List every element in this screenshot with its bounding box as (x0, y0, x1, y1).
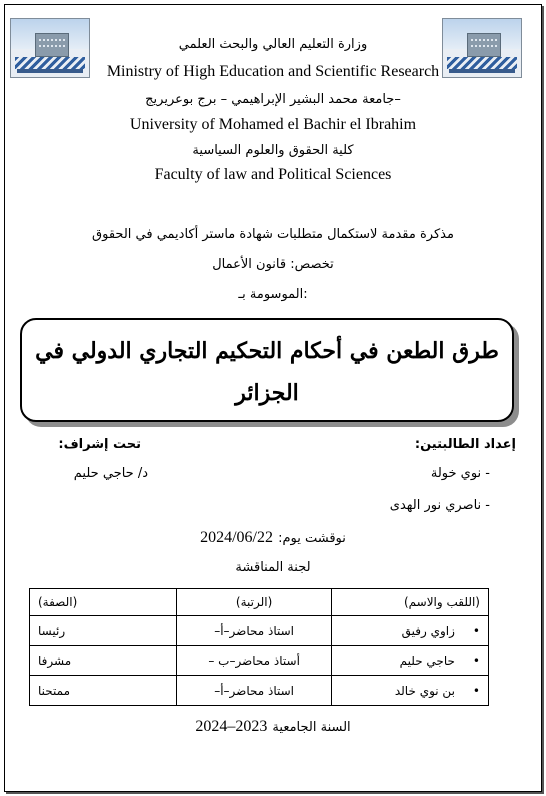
table-row (30, 646, 489, 676)
academic-year: 2023–2024 (195, 718, 268, 735)
students-label: إعداد الطالبتين: (414, 437, 516, 452)
member-name: زاوي رفيق (401, 623, 455, 638)
member-rank: استاذ محاضر–أ– (177, 676, 332, 706)
member-role: ممتحنا (30, 676, 177, 706)
bullet-icon: • (472, 653, 480, 668)
ministry-english: Ministry of High Education and Scientific Research (106, 63, 440, 80)
ministry-arabic: وزارة التعليم العالي والبحث العلمي (178, 37, 368, 52)
defense-date: 2024/06/22 (200, 529, 273, 546)
supervisor-name: د/ حاجي حليم (73, 466, 148, 481)
header-name: (اللقب والاسم) (331, 589, 488, 616)
member-name: بن نوي خالد (394, 683, 455, 698)
student-name-2: - ناصري نور الهدى (389, 498, 490, 513)
thesis-title-box (20, 318, 514, 422)
header-rank: (الرتبة) (177, 589, 332, 616)
committee-title: لجنة المناقشة (235, 560, 311, 575)
committee-table (29, 588, 489, 706)
member-role: مشرفا (30, 646, 177, 676)
thesis-title: طرق الطعن في أحكام التحكيم التجاري الدولي في الجزائر (35, 338, 499, 406)
member-role: رئيسا (30, 616, 177, 646)
member-rank: استاذ محاضر–أ– (177, 616, 332, 646)
member-rank: أستاذ محاضر–ب – (177, 646, 332, 676)
defense-date-line (0, 527, 546, 547)
student-name-1: - نوي خولة (430, 466, 490, 481)
specialty: تخصص: قانون الأعمال (212, 257, 334, 272)
faculty-arabic: كلية الحقوق والعلوم السياسية (192, 143, 354, 158)
supervisor-label: تحت إشراف: (58, 437, 141, 452)
defense-date-label: نوقشت يوم: (278, 531, 346, 546)
member-name: حاجي حليم (399, 653, 455, 668)
titled-label: الموسومة بـ: (238, 287, 308, 302)
header-role: (الصفة) (30, 589, 177, 616)
table-row (30, 616, 489, 646)
committee-header-row (30, 589, 489, 616)
memo-statement: مذكرة مقدمة لاستكمال متطلبات شهادة ماستر أكاديمي في الحقوق (92, 227, 454, 242)
academic-year-label: السنة الجامعية (272, 720, 351, 735)
academic-year-line (0, 716, 546, 736)
university-english: University of Mohamed el Bachir el Ibrahim (129, 116, 417, 133)
faculty-english: Faculty of law and Political Sciences (154, 166, 392, 183)
bullet-icon: • (472, 683, 480, 698)
bullet-icon: • (472, 623, 480, 638)
university-arabic: جامعة محمد البشير الإبراهيمي – برج بوعريريج– (145, 92, 401, 107)
table-row (30, 676, 489, 706)
